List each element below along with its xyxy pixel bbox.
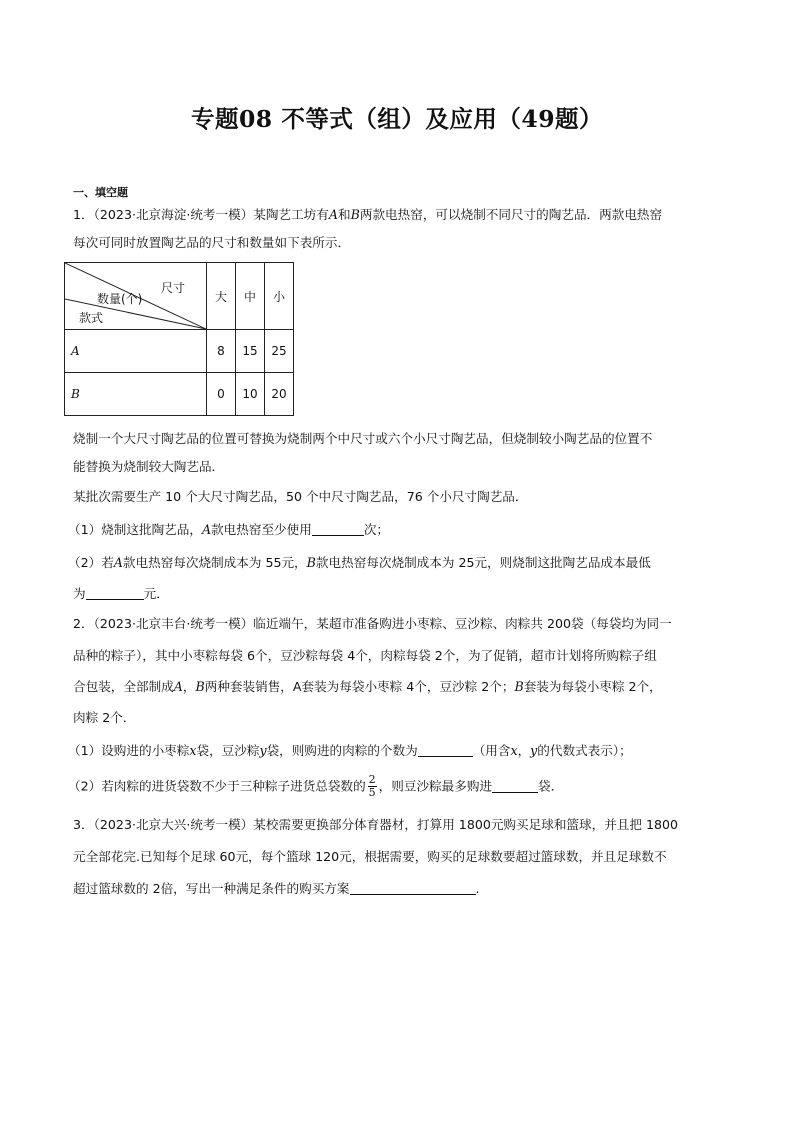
corner-model-label: 款式 <box>79 311 104 325</box>
header-large: 大 <box>207 263 236 330</box>
header-medium: 中 <box>236 263 265 330</box>
q1-line-2: 每次可同时放置陶艺品的尺寸和数量如下表所示． <box>73 235 351 250</box>
q1-part-2: （2）若A款电热窑每次烧制成本为 55元，B款电热窑每次烧制成本为 25元，则烧制这批陶艺品成本最低 <box>68 555 651 570</box>
q1-line-5: 某批次需要生产 10 个大尺寸陶艺品，50 个中尺寸陶艺品，76 个小尺寸陶艺品． <box>73 489 528 504</box>
q2-part-2: （2）若肉粽的进货袋数不少于三种粽子进货总袋数的 $\frac{2}{5}$ ，则豆沙粽最多购进 袋． <box>68 773 564 799</box>
q1-answer-blank-2[interactable] <box>86 587 144 600</box>
corner-size-label: 尺寸 <box>161 281 186 295</box>
page-title: 专题08 不等式（组）及应用（49题） <box>190 105 604 133</box>
q3-answer-blank[interactable] <box>350 882 476 895</box>
q2-line-3: 合包装，全部制成A，B两种套装销售，A套装为每袋小枣粽 4个，豆沙粽 2个；B套装为每袋小枣粽 2个， <box>73 679 662 694</box>
table-row: B 0 10 20 <box>65 373 294 416</box>
corner-qty-label: 数量(个) <box>97 292 143 306</box>
q3-line-1: 3．（2023·北京大兴·统考一模）某校需要更换部分体育器材，打算用 1800元购买足球和篮球，并且把 1800 <box>73 817 679 832</box>
fraction-two-fifths: $\frac{2}{5}$ <box>368 773 376 799</box>
kiln-capacity-table <box>64 262 294 416</box>
q2-answer-blank-1[interactable] <box>418 744 473 757</box>
q1-answer-blank-1[interactable] <box>312 523 364 536</box>
q2-answer-blank-2[interactable] <box>492 780 538 793</box>
q1-line-4: 能替换为烧制较大陶艺品． <box>73 459 225 474</box>
q3-line-2: 元全部花完.已知每个足球 60元，每个篮球 120元，根据需要，购买的足球数要超过篮球数，并且足球数不 <box>73 849 667 864</box>
q1-line-3: 烧制一个大尺寸陶艺品的位置可替换为烧制两个中尺寸或六个小尺寸陶艺品，但烧制较小陶艺品的位置不 <box>73 431 653 446</box>
table-row: A 8 15 25 <box>65 330 294 373</box>
section-heading: 一、填空题 <box>73 186 128 199</box>
q1-line-1: 1．（2023·北京海淀·统考一模）某陶艺工坊有A和B两款电热窑，可以烧制不同尺寸的陶艺品．两款电热窑 <box>73 207 663 222</box>
q1-part-1: （1）烧制这批陶艺品，A款电热窑至少使用 次； <box>68 522 389 537</box>
q2-line-4: 肉粽 2个． <box>73 710 136 725</box>
q2-line-2: 品种的粽子），其中小枣粽每袋 6个，豆沙粽每袋 4个，肉粽每袋 2个，为了促销，超市计划将所购粽子组 <box>73 648 657 663</box>
header-small: 小 <box>265 263 294 330</box>
q2-line-1: 2．（2023·北京丰台·统考一模）临近端午，某超市准备购进小枣粽、豆沙粽、肉粽共 200袋（每袋均为同一 <box>73 616 672 631</box>
table-corner-cell <box>65 263 207 330</box>
q2-part-1: （1）设购进的小枣粽x袋，豆沙粽y袋，则购进的肉粽的个数为 （用含x，y的代数式表示）； <box>68 743 632 758</box>
q3-line-3: 超过篮球数的 2倍，写出一种满足条件的购买方案 . <box>73 881 480 896</box>
q1-part-2-cont: 为 元． <box>73 586 169 601</box>
